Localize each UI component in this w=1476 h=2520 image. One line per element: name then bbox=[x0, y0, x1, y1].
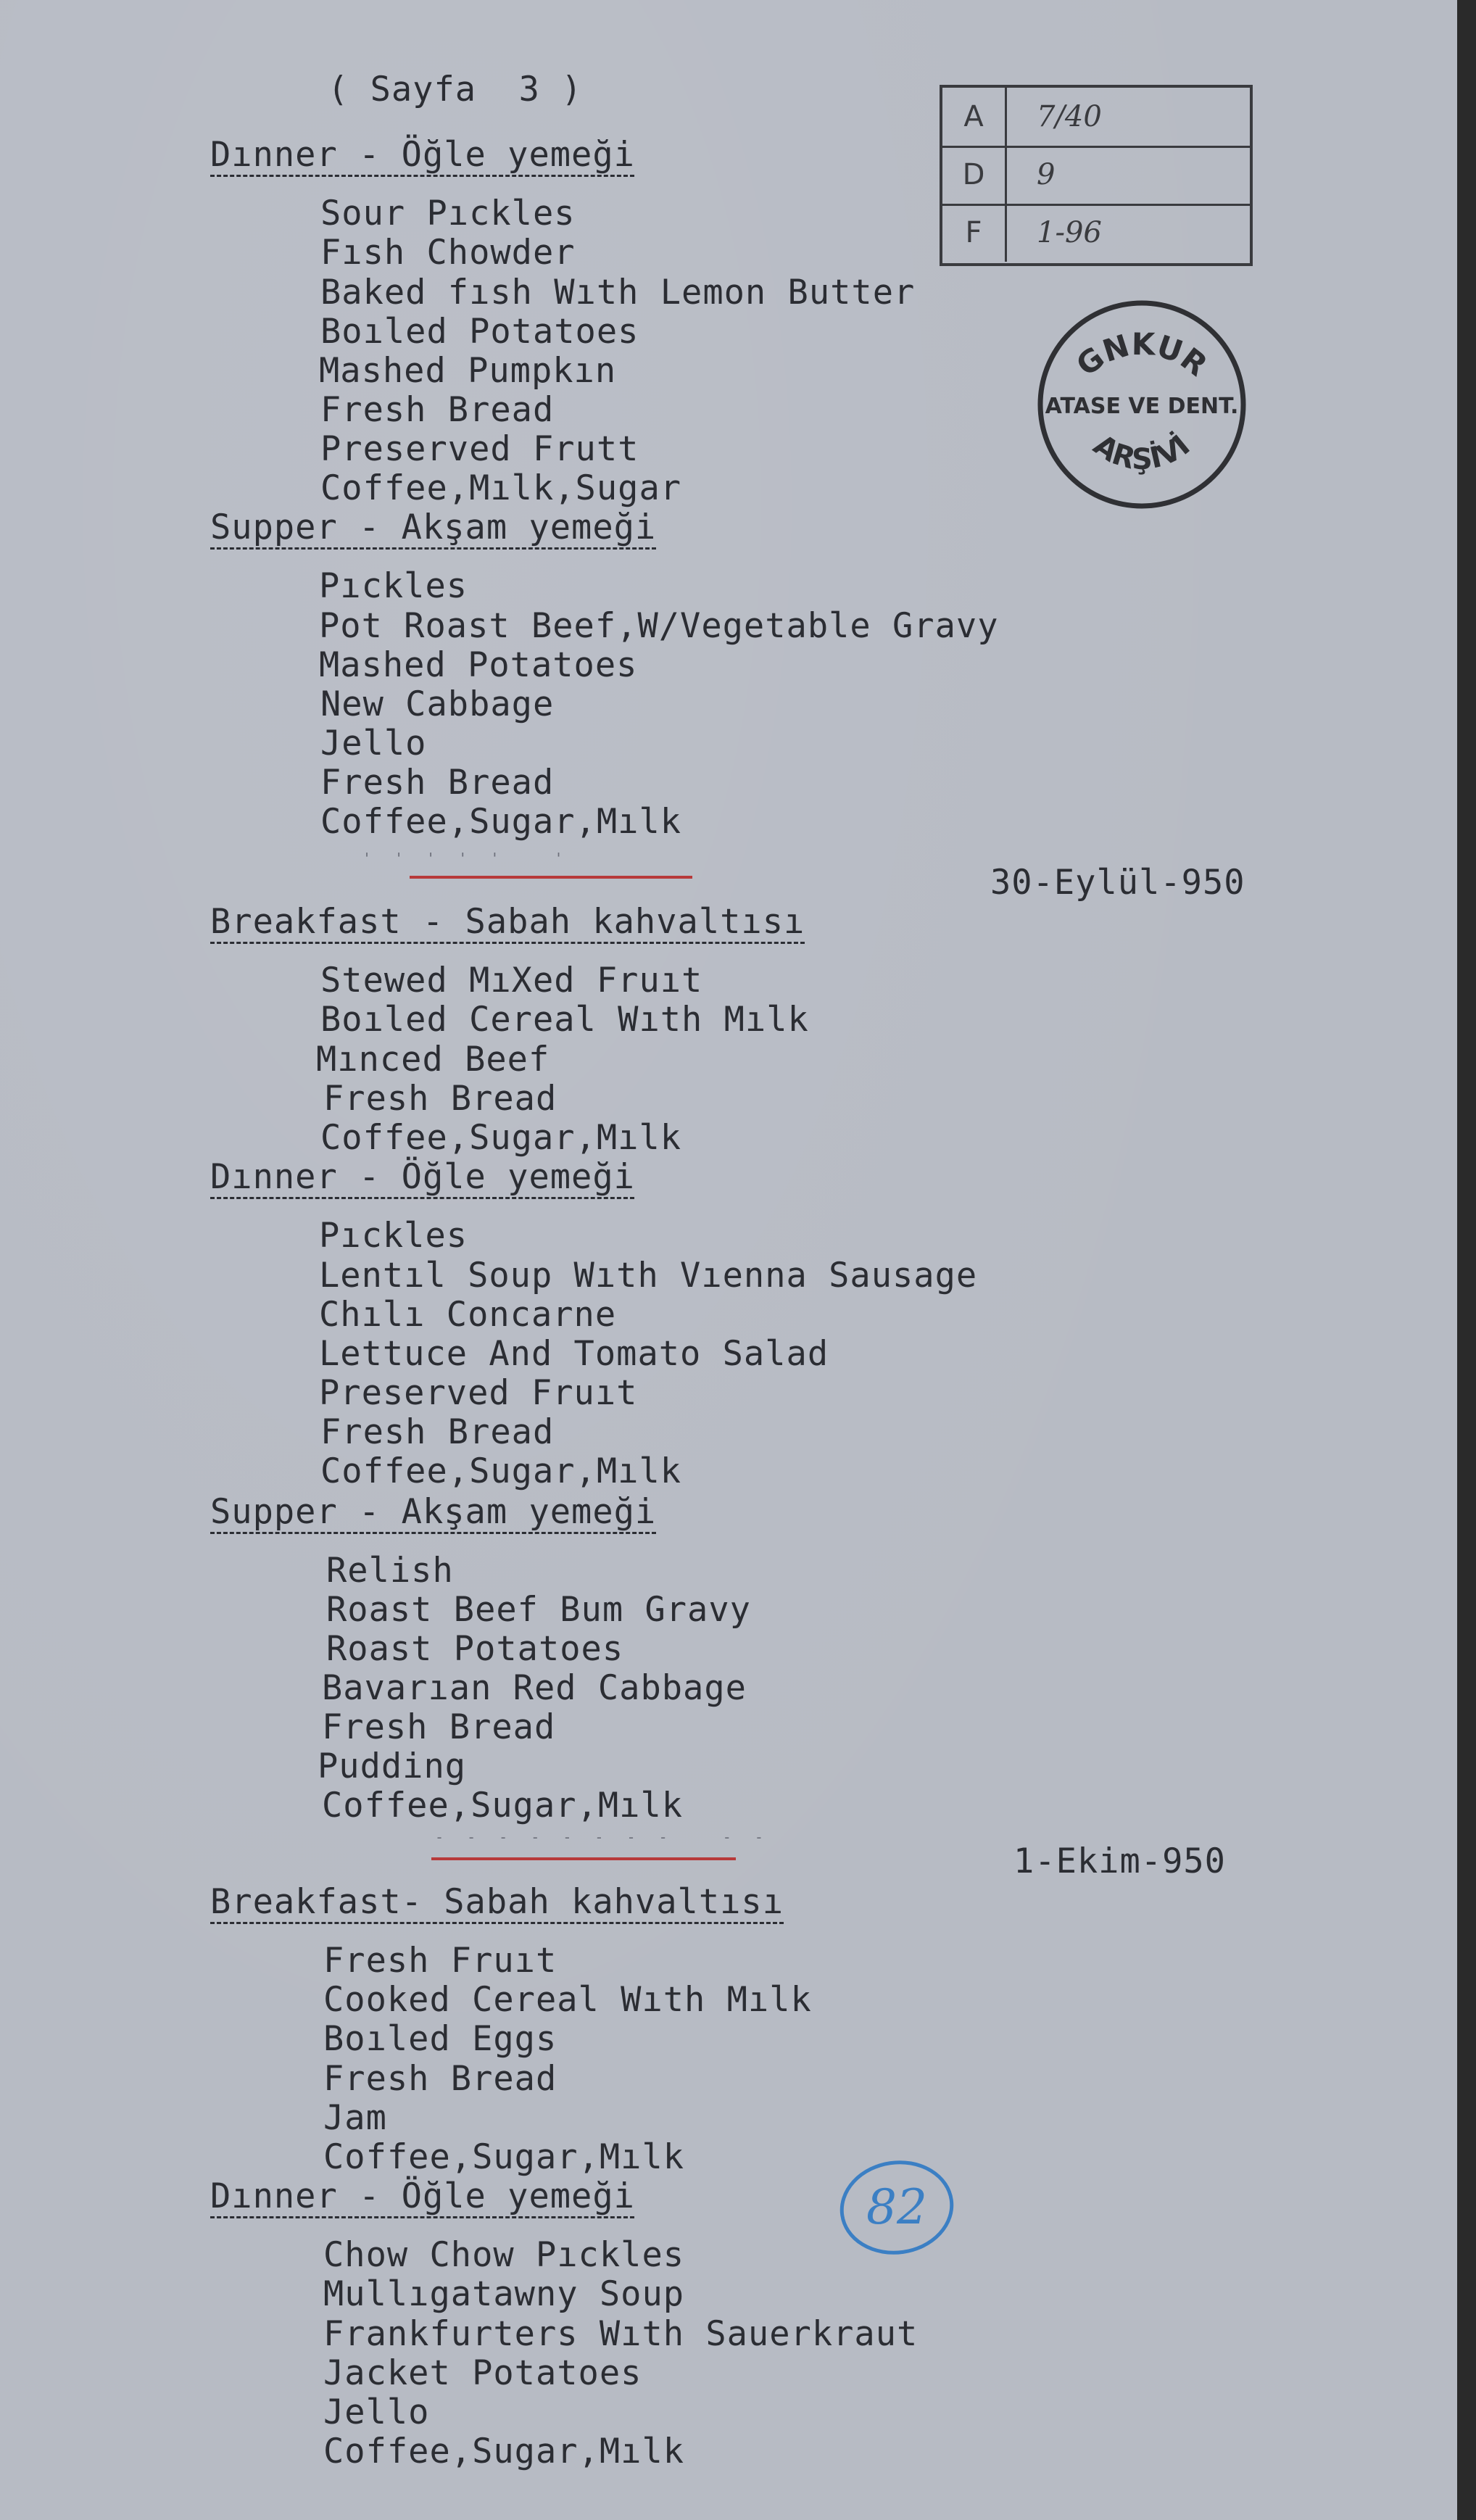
menu-item: Mashed Pumpkın bbox=[319, 351, 617, 391]
section-heading: Supper - Akşam yemeği bbox=[210, 1492, 657, 1532]
menu-item: Fresh Fruıt bbox=[323, 1941, 557, 1981]
menu-item: Boıled Cereal Wıth Mılk bbox=[320, 1000, 809, 1040]
menu-item: Fresh Bread bbox=[320, 1412, 555, 1452]
page-label: ( Sayfa 3 ) bbox=[328, 70, 583, 109]
menu-item: Chılı Concarne bbox=[319, 1295, 617, 1335]
menu-item: Mashed Potatoes bbox=[319, 645, 638, 685]
menu-item: New Cabbage bbox=[320, 684, 555, 724]
menu-item: Boıled Potatoes bbox=[320, 312, 639, 352]
menu-item: Jacket Potatoes bbox=[323, 2353, 642, 2393]
archive-seal bbox=[1033, 296, 1251, 513]
seal-middle-text: ATASE VE DENT. bbox=[1045, 394, 1239, 419]
menu-item: Sour Pıckles bbox=[320, 194, 576, 233]
menu-item: Fresh Bread bbox=[320, 763, 555, 803]
menu-item: Fresh Bread bbox=[323, 1079, 557, 1119]
section-heading: Dınner - Öğle yemeği bbox=[210, 135, 635, 175]
stamp-value: 1-96 bbox=[1037, 216, 1102, 249]
menu-item: Coffee,Mılk,Sugar bbox=[320, 468, 682, 508]
section-heading: Dınner - Öğle yemeği bbox=[210, 2176, 635, 2216]
menu-item: Pot Roast Beef,W/Vegetable Gravy bbox=[319, 606, 999, 646]
stamp-row bbox=[942, 204, 1250, 262]
menu-item: Stewed MıXed Fruıt bbox=[320, 961, 703, 1000]
handwritten-page-number bbox=[837, 2157, 956, 2258]
menu-item: Fresh Bread bbox=[320, 390, 555, 430]
menu-item: Coffee,Sugar,Mılk bbox=[320, 802, 682, 842]
menu-item: Lettuce And Tomato Salad bbox=[319, 1334, 829, 1374]
menu-item: Bavarıan Red Cabbage bbox=[322, 1668, 747, 1708]
stamp-key: D bbox=[942, 146, 1007, 204]
menu-item: Lentıl Soup Wıth Vıenna Sausage bbox=[319, 1256, 978, 1296]
archive-stamp bbox=[940, 85, 1253, 266]
menu-item: Baked fısh Wıth Lemon Butter bbox=[320, 273, 916, 312]
menu-item: Chow Chow Pıckles bbox=[323, 2235, 685, 2275]
seal-top-text: GNKUR bbox=[1069, 326, 1214, 384]
menu-item: Coffee,Sugar,Mılk bbox=[323, 2432, 685, 2471]
menu-item: Fısh Chowder bbox=[320, 233, 576, 273]
menu-item: Coffee,Sugar,Mılk bbox=[322, 1786, 684, 1825]
seal-bottom-text: ARŞİVİ bbox=[1087, 428, 1197, 476]
menu-item: Pudding bbox=[318, 1746, 467, 1786]
section-heading: Dınner - Öğle yemeği bbox=[210, 1157, 635, 1197]
section-heading: Breakfast - Sabah kahvaltısı bbox=[210, 902, 805, 942]
red-divider-line bbox=[431, 1857, 736, 1860]
stamp-value: 7/40 bbox=[1037, 100, 1102, 133]
menu-item: Preserved Fruıt bbox=[319, 1373, 638, 1413]
menu-item: Cooked Cereal Wıth Mılk bbox=[323, 1980, 812, 2020]
menu-item: Pıckles bbox=[319, 1216, 468, 1256]
stamp-key: F bbox=[942, 204, 1007, 262]
menu-item: Boıled Eggs bbox=[323, 2019, 557, 2059]
faint-typed-marks: ' ' ' ' ' ' bbox=[362, 850, 571, 867]
menu-item: Mınced Beef bbox=[316, 1040, 550, 1079]
menu-item: Jello bbox=[320, 724, 427, 763]
menu-item: Coffee,Sugar,Mılk bbox=[320, 1118, 682, 1158]
menu-item: Frankfurters Wıth Sauerkraut bbox=[323, 2314, 919, 2354]
page-number-text: 82 bbox=[866, 2179, 927, 2235]
red-divider-line bbox=[410, 876, 692, 879]
stamp-row bbox=[942, 146, 1250, 206]
menu-item: Coffee,Sugar,Mılk bbox=[320, 1451, 682, 1491]
menu-item: Jello bbox=[323, 2392, 430, 2432]
stamp-key: A bbox=[942, 88, 1007, 146]
menu-item: Pıckles bbox=[319, 566, 468, 606]
date-label: 1-Ekim-950 bbox=[1013, 1841, 1226, 1881]
stamp-value: 9 bbox=[1037, 158, 1056, 191]
menu-item: Coffee,Sugar,Mılk bbox=[323, 2137, 685, 2177]
menu-item: Preserved Frutt bbox=[320, 429, 639, 469]
menu-item: Mullıgatawny Soup bbox=[323, 2274, 685, 2314]
faint-typed-marks: - - - - - - - - - - bbox=[435, 1828, 771, 1846]
stamp-row bbox=[942, 88, 1250, 148]
section-heading: Breakfast- Sabah kahvaltısı bbox=[210, 1882, 784, 1922]
menu-item: Jam bbox=[323, 2098, 387, 2138]
date-label: 30-Eylül-950 bbox=[990, 863, 1245, 903]
section-heading: Supper - Akşam yemeği bbox=[210, 507, 657, 547]
menu-item: Relish bbox=[326, 1551, 454, 1591]
menu-item: Fresh Bread bbox=[323, 2059, 557, 2099]
menu-item: Roast Potatoes bbox=[326, 1629, 624, 1669]
menu-item: Fresh Bread bbox=[322, 1707, 556, 1747]
menu-item: Roast Beef Bum Gravy bbox=[326, 1590, 751, 1630]
